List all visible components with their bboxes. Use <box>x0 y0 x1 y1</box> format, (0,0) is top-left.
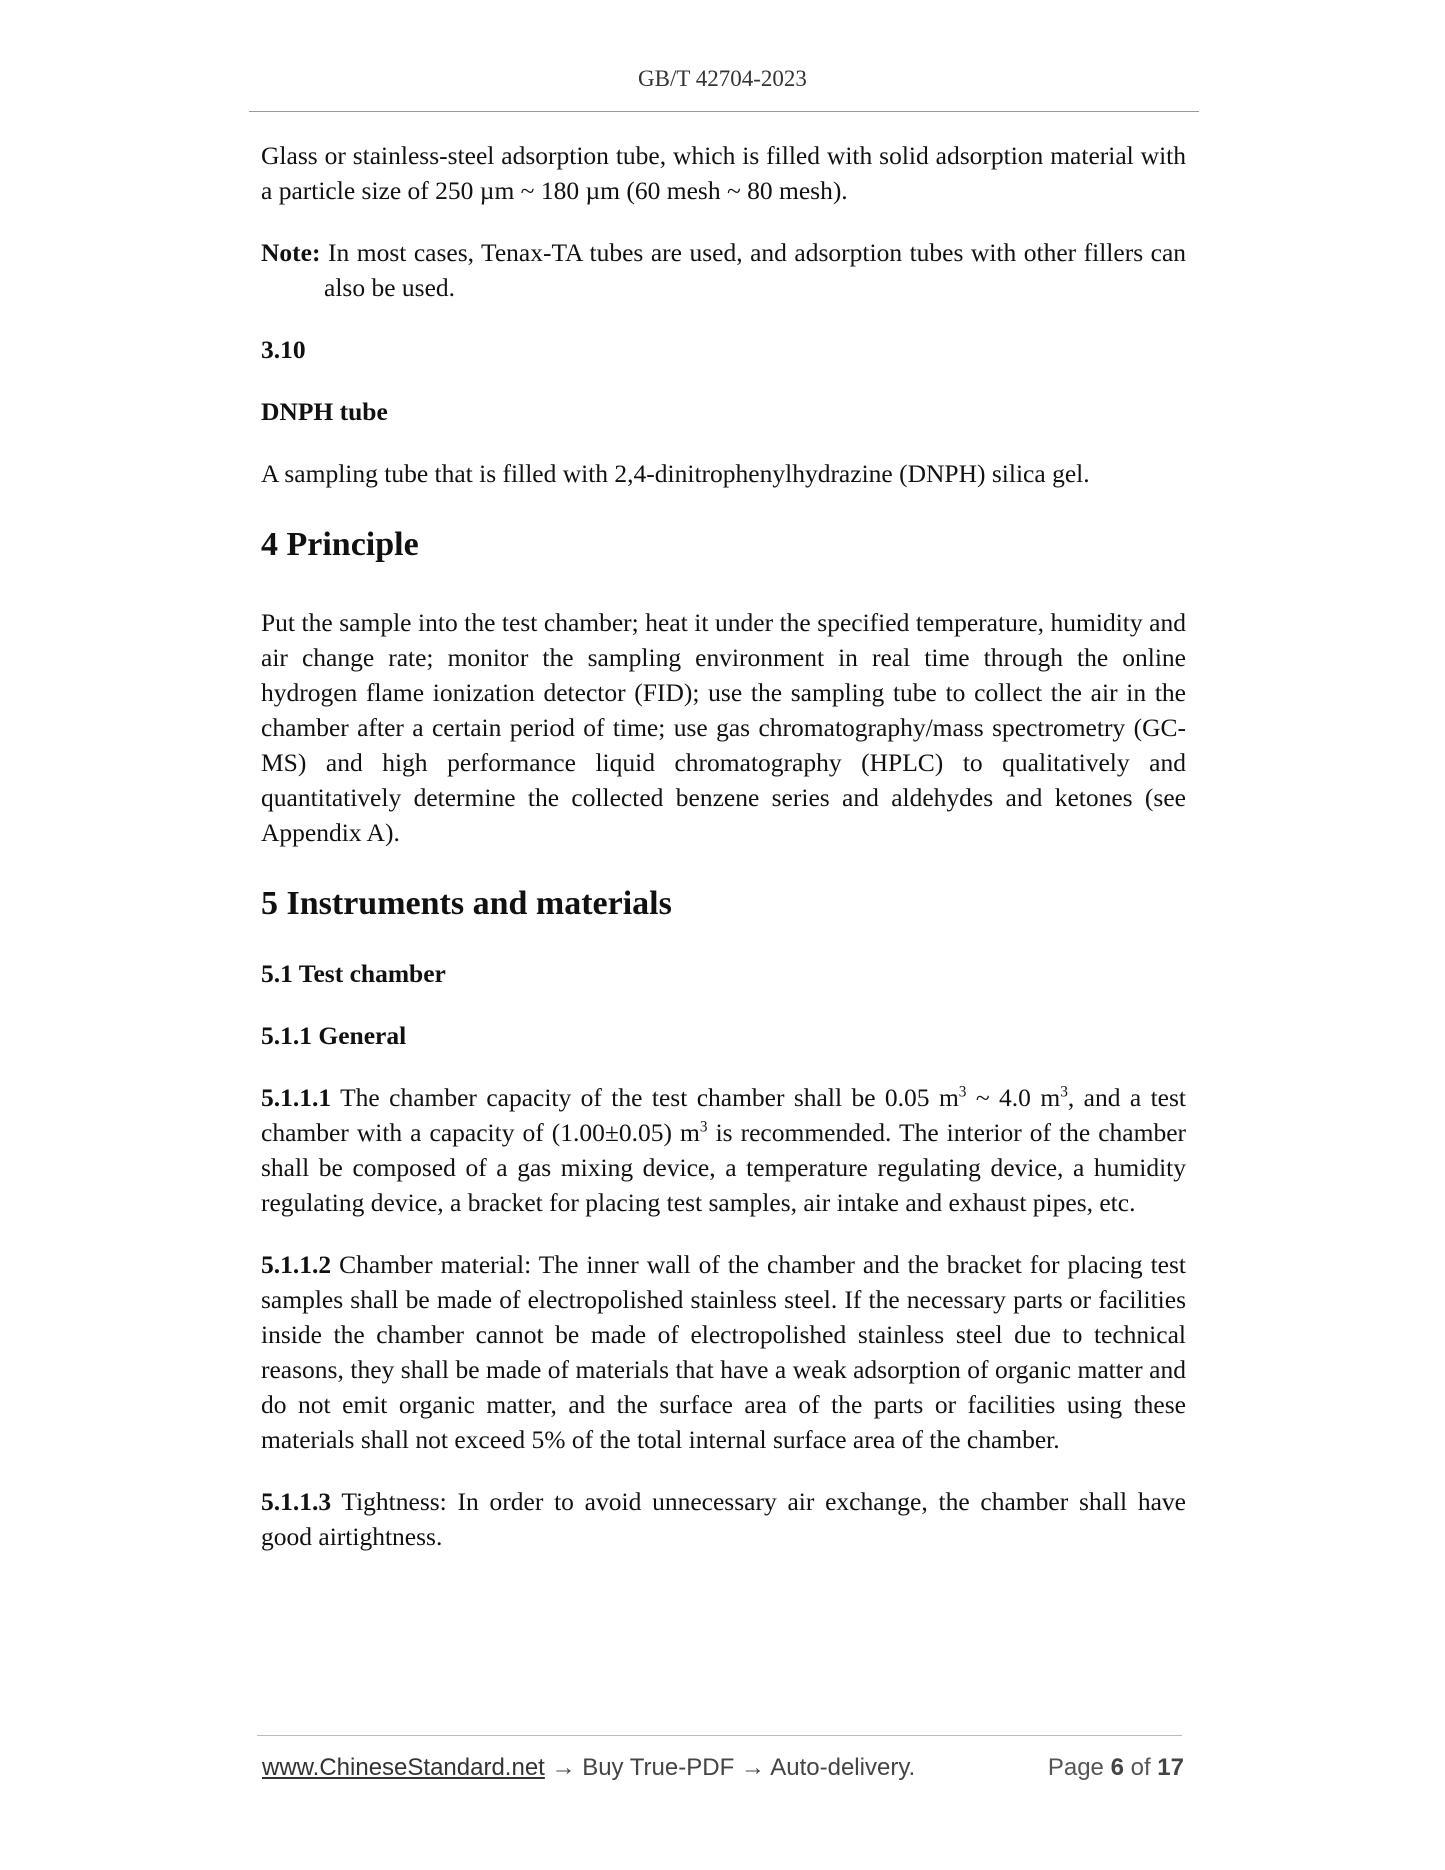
clause-5-1-1-2: 5.1.1.2 Chamber material: The inner wall of the chamber and the bracket for placing test samples shall be made of electropolished stainless steel. If the necessary parts or facilities inside the chamber cannot be made of electropolished stainless steel due to technical reasons, they shall be made of materials that have a weak adsorption of organic matter and do not emit organic matter, and the surface area of the parts or facilities using these materials shall not exceed 5% of the total internal surface area of the chamber. <box>261 1250 1187 1454</box>
clause-number: 5.1.1.2 <box>261 1250 332 1279</box>
subsection-heading-general: 5.1.1 General <box>261 1021 407 1050</box>
total-page-count: 17 <box>1157 1754 1184 1781</box>
note-text: In most cases, Tenax-TA tubes are used, and adsorption tubes with other fillers can also be used. <box>324 238 1187 302</box>
document-id-header: GB/T 42704-2023 <box>638 66 807 91</box>
term-title: DNPH tube <box>261 397 388 426</box>
buy-true-pdf-text: Buy True-PDF <box>582 1754 735 1781</box>
arrow-right-icon: → <box>551 1754 576 1781</box>
auto-delivery-text: Auto-delivery. <box>770 1754 916 1781</box>
clause-5-1-1-1: 5.1.1.1 The chamber capacity of the test chamber shall be 0.05 $m^3$ ~ 4.0 $m^3$, and a test chamber with a capacity of (1.00±0.05) $m^3$ is recommended. The interior of the chamber shall be composed of a gas mixing device, a temperature regulating device, a humidity regulating device, a bracket for placing test samples, air intake and exhaust pipes, etc. <box>261 1083 1187 1217</box>
footer-promo <box>262 1754 915 1782</box>
footer-divider <box>257 1735 1182 1736</box>
section-heading-instruments: 5 Instruments and materials <box>261 885 672 922</box>
clause-number: 5.1.1.3 <box>261 1487 332 1516</box>
website-link[interactable]: www.ChineseStandard.net <box>262 1754 545 1781</box>
arrow-right-icon: → <box>740 1754 765 1781</box>
header-divider <box>249 111 1199 112</box>
note-paragraph <box>261 235 1186 305</box>
clause-5-1-1-3: 5.1.1.3 Tightness: In order to avoid unnecessary air exchange, the chamber shall have good airtightness. <box>261 1487 1186 1551</box>
term-number: 3.10 <box>261 335 306 364</box>
page-indicator: Page 6 of 17 <box>1047 1754 1184 1781</box>
tube-definition-text: Glass or stainless-steel adsorption tube, which is filled with solid adsorption material with a particle size of 250 µm ~ 180 µm (60 mesh ~ 80 mesh). <box>261 141 1186 205</box>
note-label: Note: <box>261 238 321 267</box>
subsection-heading-test-chamber: 5.1 Test chamber <box>261 959 446 988</box>
term-definition: A sampling tube that is filled with 2,4-dinitrophenylhydrazine (DNPH) silica gel. <box>261 459 1090 488</box>
page-content <box>261 138 1186 1581</box>
section-heading-principle: 4 Principle <box>261 526 419 563</box>
current-page-number: 6 <box>1110 1754 1124 1781</box>
clause-number: 5.1.1.1 <box>261 1083 332 1112</box>
principle-text: Put the sample into the test chamber; heat it under the specified temperature, humidity and air change rate; monitor the sampling environment in real time through the online hydrogen flame ionization detector (FID); use the sampling tube to collect the air in the chamber after a certain period of time; use gas chromatography/mass spectrometry (GC-MS) and high performance liquid chromatography (HPLC) to qualitatively and quantitatively determine the collected benzene series and aldehydes and ketones (see Appendix A). <box>261 608 1186 847</box>
